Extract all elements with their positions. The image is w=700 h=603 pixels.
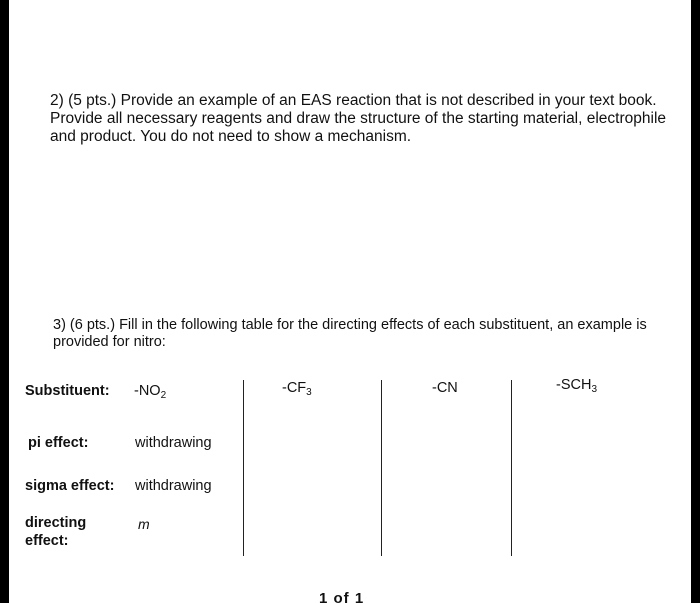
substituent-cyano: -CN bbox=[432, 380, 458, 396]
question-2: 2) (5 pts.) Provide an example of an EAS reaction that is not described in your text book. Provide all necessary reagents and draw the structure of the starting material, electrophile and product. You do not need to show a mechanism. bbox=[50, 92, 667, 145]
substituent-methylthio: $-SCH_3$ bbox=[556, 377, 598, 395]
worksheet-page bbox=[9, 0, 691, 603]
column-divider-3 bbox=[511, 380, 512, 556]
column-divider-2 bbox=[381, 380, 382, 556]
column-divider-1 bbox=[243, 380, 244, 556]
question-3: 3) (6 pts.) Fill in the following table for the directing effects of each substituent, an example is provided for nitro: bbox=[53, 317, 647, 350]
page-indicator: 1 of 1 bbox=[319, 590, 365, 603]
directing-effect-label: directing effect: bbox=[25, 515, 87, 549]
substituent-trifluoromethyl: $-CF_3$ bbox=[282, 380, 312, 398]
sigma-effect-label: sigma effect: bbox=[25, 478, 115, 494]
nitro-directing-effect: m bbox=[138, 516, 150, 532]
pi-effect-label: pi effect: bbox=[28, 435, 89, 451]
nitro-sigma-effect: withdrawing bbox=[135, 478, 212, 494]
substituent-label: Substituent: bbox=[25, 383, 110, 399]
substituent-nitro: $-NO_2$ bbox=[134, 383, 167, 401]
nitro-pi-effect: withdrawing bbox=[135, 435, 212, 451]
